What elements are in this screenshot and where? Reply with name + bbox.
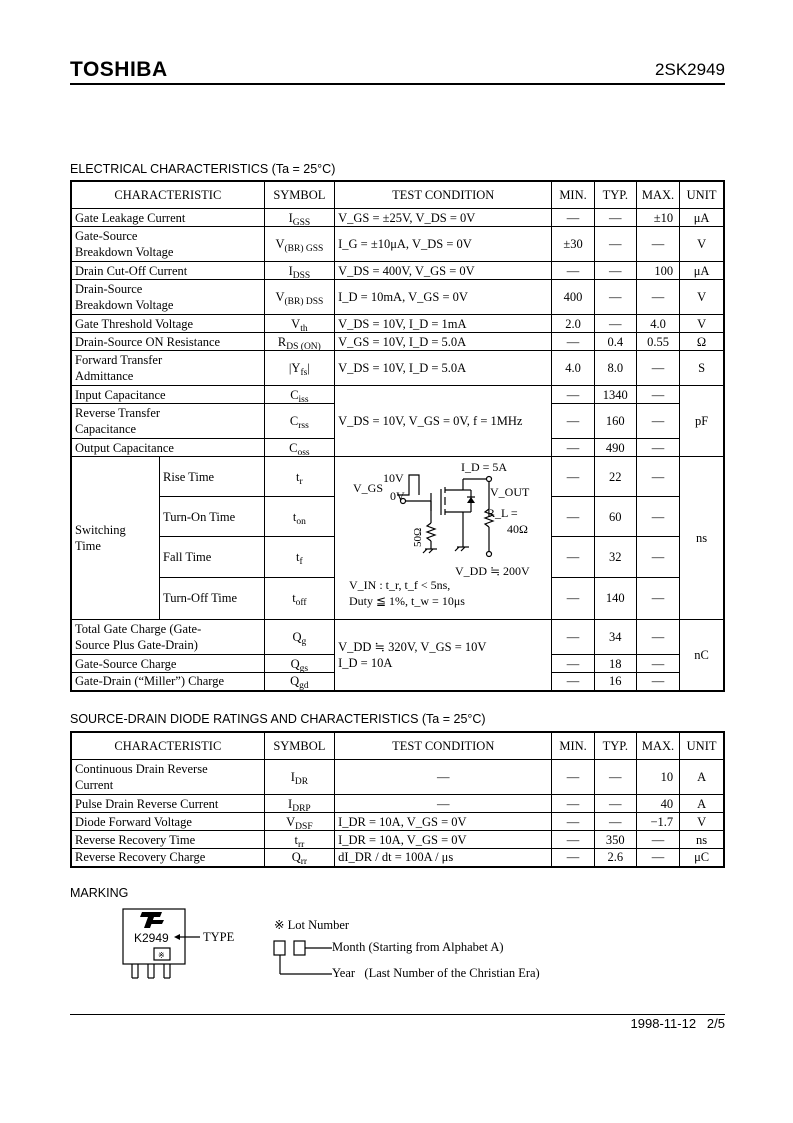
year-label: Year (Last Number of the Christian Era) <box>332 966 540 980</box>
diode-characteristics-table <box>70 731 725 868</box>
col-unit: UNIT <box>680 181 724 209</box>
brand-logo: TOSHIBA <box>70 58 168 81</box>
switching-test-circuit <box>335 457 552 620</box>
table-row: Input Capacitance $C_{iss}$ V_DS = 10V, V_GS = 0V, f = 1MHz — 1340 — pF <box>71 386 724 404</box>
footer-rule <box>70 1014 725 1015</box>
col-min: MIN. <box>552 181 594 209</box>
svg-text:50Ω: 50Ω <box>412 527 425 547</box>
marking-section-title: MARKING <box>70 886 129 900</box>
header-rule <box>70 83 725 85</box>
table-row: Switching Time Rise Time $t_r$ 10V 0V V_GS I_D = 5A V_OUT R_L = 40Ω V_DD ≒ 200V V_IN : t_r, t_f < 5ns, Duty ≦ 1%, t_w = 10μs 50Ω — 22 — ns <box>71 457 724 497</box>
table-header-row: CHARACTERISTIC SYMBOL TEST CONDITION MIN. TYP. MAX. UNIT <box>71 732 724 760</box>
electrical-section-title: ELECTRICAL CHARACTERISTICS (Ta = 25°C) <box>70 162 336 176</box>
svg-text:※: ※ <box>158 951 165 960</box>
footer-date: 1998-11-12 <box>630 1016 697 1031</box>
part-number: 2SK2949 <box>655 60 725 79</box>
table-row: Continuous Drain Reverse Current $I_{DR}$ — — — 10 A <box>71 760 724 795</box>
table-row: Gate Threshold Voltage $V_{th}$ V_DS = 10V, I_D = 1mA 2.0 — 4.0 V <box>71 315 724 333</box>
svg-text:0V: 0V <box>390 489 405 503</box>
toshiba-logo-icon <box>140 912 164 928</box>
table-row: Output Capacitance $C_{oss}$ — 490 — <box>71 439 724 457</box>
col-max: MAX. <box>636 181 679 209</box>
table-header-row <box>71 181 724 209</box>
table-row: Total Gate Charge (Gate- Source Plus Gate-Drain) $Q_g$ V_DD ≒ 320V, V_GS = 10V I_D = 10A — 34 — nC <box>71 620 724 655</box>
svg-text:V_IN : t_r, t_f < 5ns,: V_IN : t_r, t_f < 5ns, <box>349 578 451 592</box>
col-typ: TYP. <box>594 181 636 209</box>
svg-text:V_GS: V_GS <box>353 481 384 495</box>
col-symbol: SYMBOL <box>264 181 334 209</box>
svg-text:V_OUT: V_OUT <box>490 485 530 499</box>
svg-text:40Ω: 40Ω <box>507 522 529 536</box>
svg-text:V_DD ≒ 200V: V_DD ≒ 200V <box>455 564 530 578</box>
svg-text:Duty ≦ 1%, t_w = 10μs: Duty ≦ 1%, t_w = 10μs <box>349 594 466 608</box>
footer <box>631 1016 725 1031</box>
table-row: Fall Time $t_f$ — 32 — <box>71 537 724 577</box>
table-row: Gate-Source Breakdown Voltage $V_{(BR) GSS}$ I_G = ±10μA, V_DS = 0V ±30 — — V <box>71 227 724 262</box>
svg-text:10V: 10V <box>383 471 404 485</box>
lot-number-label: ※ Lot Number <box>274 918 350 932</box>
col-characteristic: CHARACTERISTIC <box>71 181 264 209</box>
table-row: Gate-Source Charge $Q_{gs}$ — 18 — <box>71 655 724 673</box>
table-row: Drain-Source ON Resistance $R_{DS (ON)}$ V_GS = 10V, I_D = 5.0A — 0.4 0.55 Ω <box>71 333 724 351</box>
svg-text:I_D = 5A: I_D = 5A <box>461 460 508 474</box>
table-row: Reverse Recovery Time $t_{rr}$ I_DR = 10A, V_GS = 0V — 350 — ns <box>71 831 724 849</box>
switching-circuit-diagram <box>335 457 551 619</box>
table-row: Forward Transfer Admittance $|Y_{fs}|$ V_DS = 10V, I_D = 5.0A 4.0 8.0 — S <box>71 351 724 386</box>
svg-text:R_L =: R_L = <box>487 506 518 520</box>
table-row: Gate Leakage Current $I_{GSS}$ V_GS = ±25V, V_DS = 0V — — ±10 μA <box>71 209 724 227</box>
table-row: Reverse Transfer Capacitance $C_{rss}$ — 160 — <box>71 404 724 439</box>
table-row: Gate-Drain (“Miller”) Charge $Q_{gd}$ — 16 — <box>71 673 724 691</box>
electrical-characteristics-table <box>70 180 725 692</box>
table-row: Turn-On Time $t_{on}$ — 60 — <box>71 497 724 537</box>
svg-text:TYPE: TYPE <box>203 930 235 944</box>
table-row: Pulse Drain Reverse Current $I_{DRP}$ — — — 40 A <box>71 795 724 813</box>
table-row: Diode Forward Voltage $V_{DSF}$ I_DR = 10A, V_GS = 0V — — −1.7 V <box>71 813 724 831</box>
svg-text:K2949: K2949 <box>134 931 169 945</box>
table-row: Drain-Source Breakdown Voltage $V_{(BR) DSS}$ I_D = 10mA, V_GS = 0V 400 — — V <box>71 280 724 315</box>
table-row: Reverse Recovery Charge $Q_{rr}$ dI_DR / dt = 100A / μs — 2.6 — μC <box>71 849 724 867</box>
month-label: Month (Starting from Alphabet A) <box>332 940 504 954</box>
arrow-left-icon <box>174 934 180 940</box>
footer-page: 2/5 <box>706 1016 725 1031</box>
table-row: Drain Cut-Off Current $I_{DSS}$ V_DS = 400V, V_GS = 0V — — 100 μA <box>71 262 724 280</box>
col-test-condition: TEST CONDITION <box>335 181 552 209</box>
table-row: Turn-Off Time $t_{off}$ — 140 — <box>71 577 724 619</box>
diode-section-title: SOURCE-DRAIN DIODE RATINGS AND CHARACTERISTICS (Ta = 25°C) <box>70 712 486 726</box>
